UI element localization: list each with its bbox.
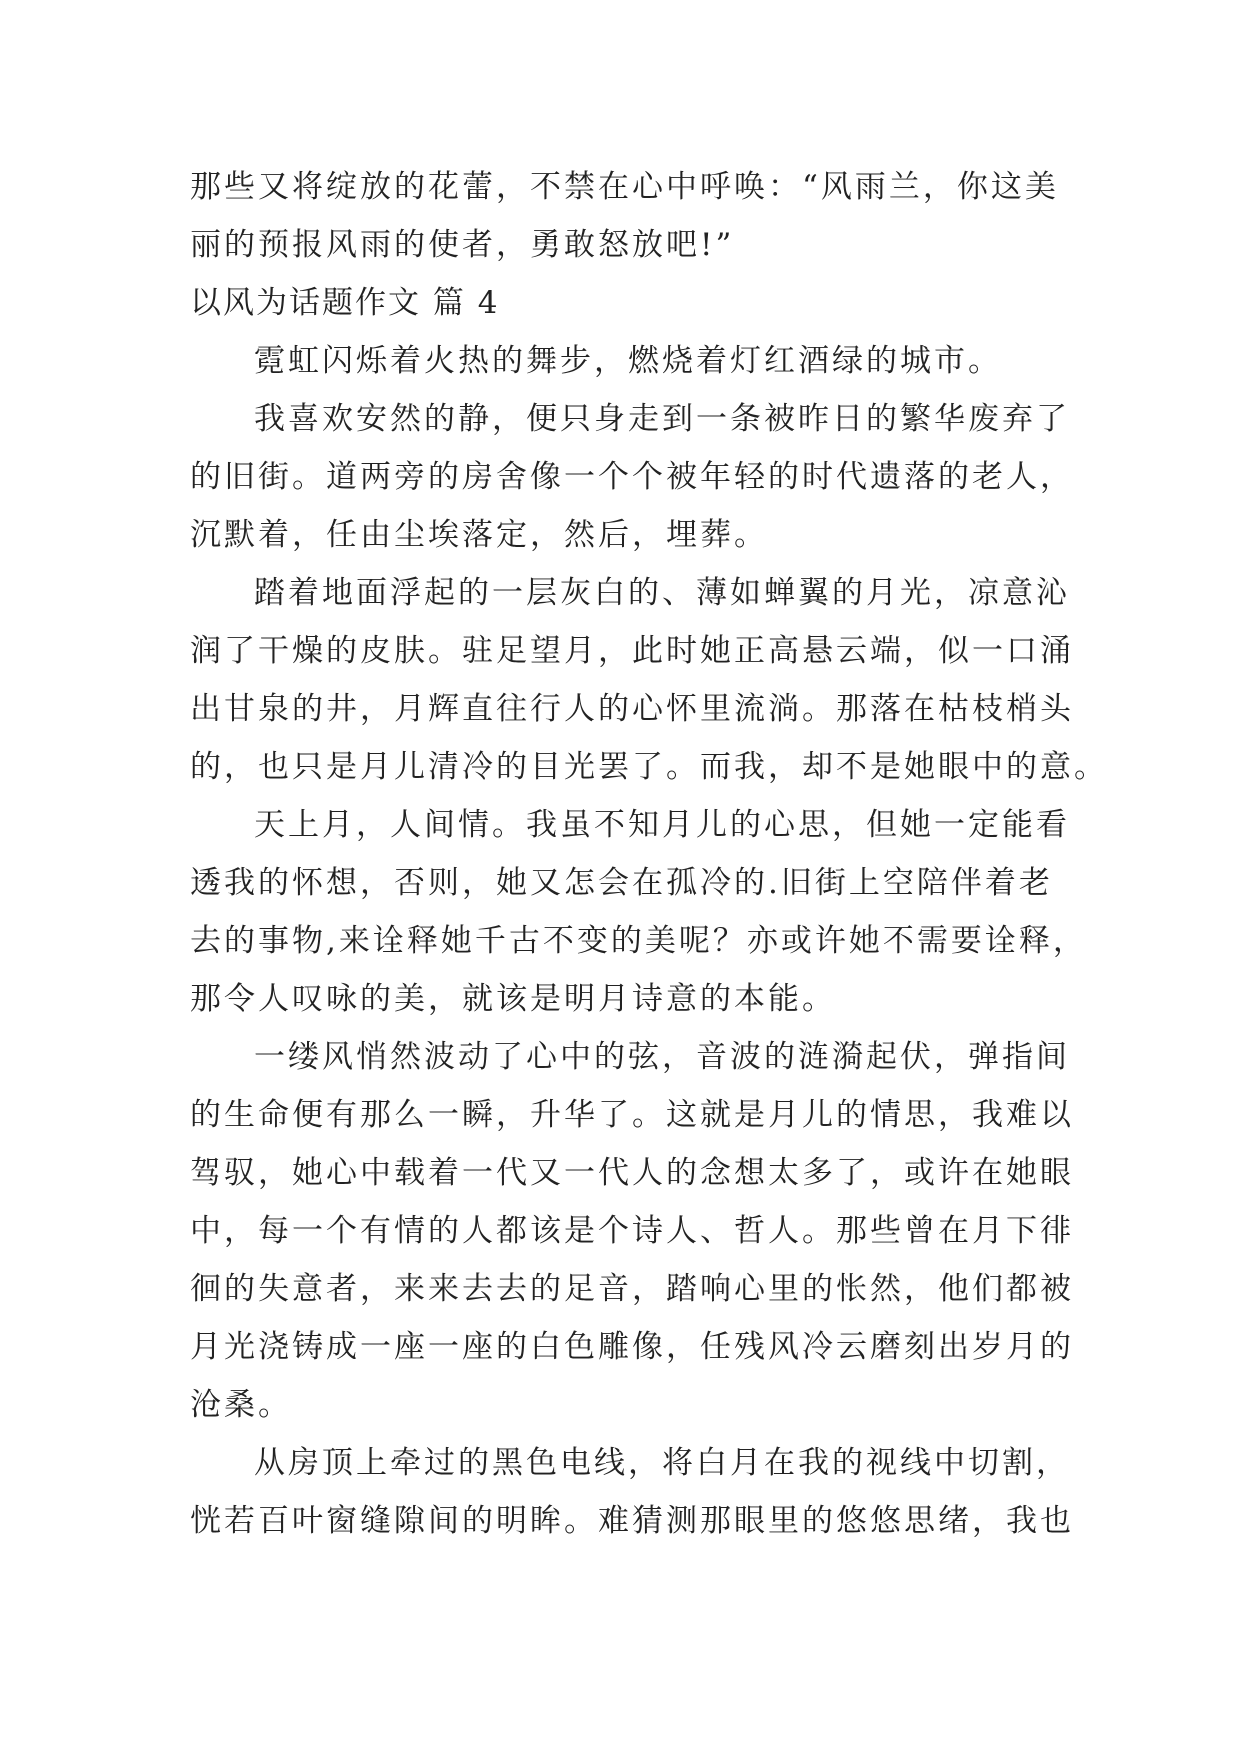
text-line: 那令人叹咏的美，就该是明月诗意的本能。 xyxy=(190,981,836,1017)
paragraph-first-line: 天上月，人间情。我虽不知月儿的心思，但她一定能看 xyxy=(254,807,1070,843)
paragraph-first-line: 踏着地面浮起的一层灰白的、薄如蝉翼的月光，凉意沁 xyxy=(254,575,1070,611)
document-body xyxy=(190,158,1108,1550)
text-line: 沉默着，任由尘埃落定，然后，埋葬。 xyxy=(190,517,768,553)
text-line: 驾驭，她心中载着一代又一代人的念想太多了，或许在她眼 xyxy=(190,1155,1074,1191)
text-line: 润了干燥的皮肤。驻足望月，此时她正高悬云端，似一口涌 xyxy=(190,633,1074,669)
paragraph-first-line: 霓虹闪烁着火热的舞步，燃烧着灯红酒绿的城市。 xyxy=(254,343,1002,379)
text-line: 的旧街。道两旁的房舍像一个个被年轻的时代遗落的老人， xyxy=(190,459,1074,495)
text-line: 丽的预报风雨的使者，勇敢怒放吧!” xyxy=(190,227,735,263)
paragraph-first-line: 我喜欢安然的静，便只身走到一条被昨日的繁华废弃了 xyxy=(254,401,1070,437)
paragraph-first-line: 一缕风悄然波动了心中的弦，音波的涟漪起伏，弹指间 xyxy=(254,1039,1070,1075)
text-line: 恍若百叶窗缝隙间的明眸。难猜测那眼里的悠悠思绪，我也 xyxy=(190,1503,1074,1539)
text-line: 月光浇铸成一座一座的白色雕像，任残风冷云磨刻出岁月的 xyxy=(190,1329,1074,1365)
text-line: 的，也只是月儿清冷的目光罢了。而我，却不是她眼中的意。 xyxy=(190,749,1108,785)
section-heading: 以风为话题作文 篇 4 xyxy=(190,285,500,321)
text-line: 出甘泉的井，月辉直往行人的心怀里流淌。那落在枯枝梢头 xyxy=(190,691,1074,727)
text-line: 徊的失意者，来来去去的足音，踏响心里的怅然，他们都被 xyxy=(190,1271,1074,1307)
text-line: 的生命便有那么一瞬，升华了。这就是月儿的情思，我难以 xyxy=(190,1097,1074,1133)
text-line: 中，每一个有情的人都该是个诗人、哲人。那些曾在月下徘 xyxy=(190,1213,1074,1249)
paragraph-first-line: 从房顶上牵过的黑色电线，将白月在我的视线中切割， xyxy=(254,1445,1070,1481)
text-line: 去的事物,来诠释她千古不变的美呢？亦或许她不需要诠释， xyxy=(190,923,1087,959)
text-line: 沧桑。 xyxy=(190,1387,292,1423)
text-line: 透我的怀想，否则，她又怎会在孤冷的.旧街上空陪伴着老 xyxy=(190,865,1053,901)
text-line: 那些又将绽放的花蕾，不禁在心中呼唤：“风雨兰，你这美 xyxy=(190,169,1059,205)
